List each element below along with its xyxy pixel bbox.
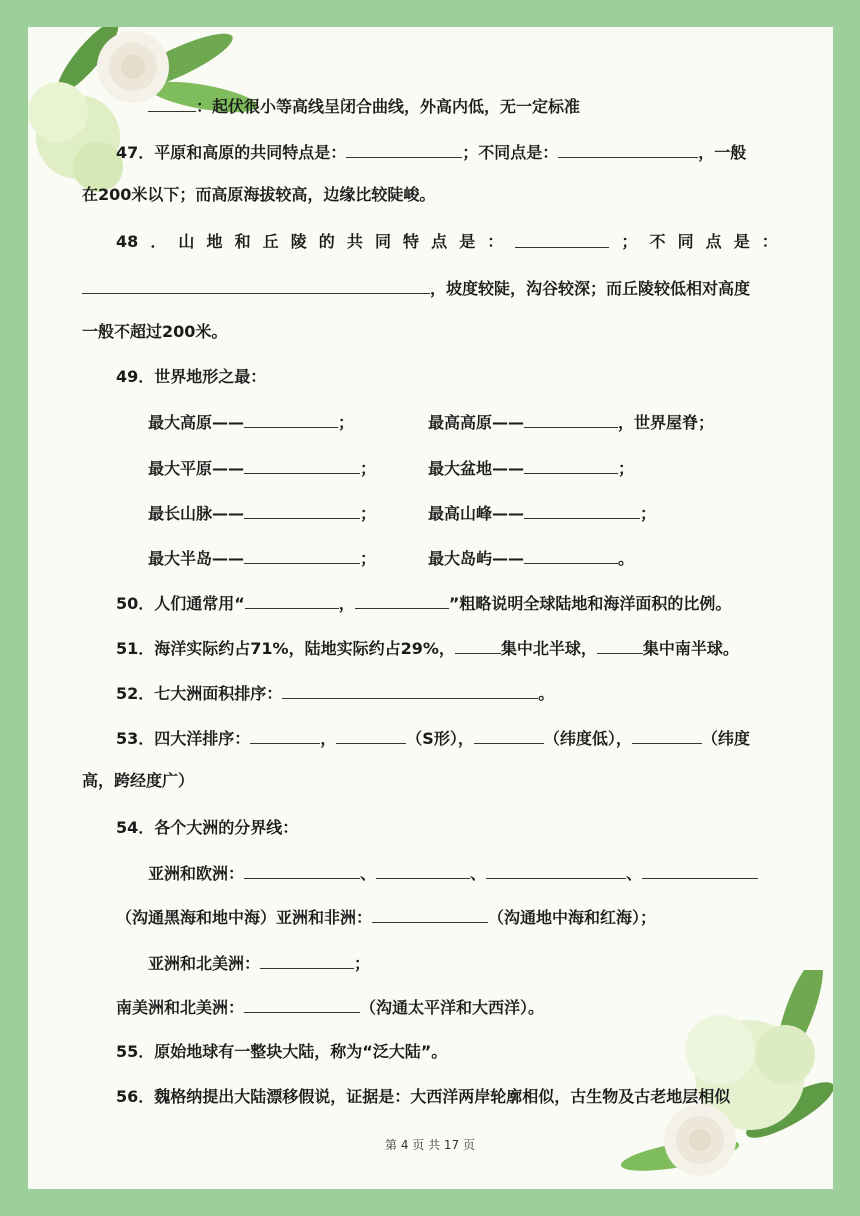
separator: 、	[360, 864, 377, 883]
answer-blank[interactable]	[82, 278, 430, 294]
answer-blank[interactable]	[250, 728, 320, 744]
item-54-americas	[116, 997, 544, 1018]
record-end: ；	[640, 504, 657, 523]
answer-blank[interactable]	[244, 997, 360, 1013]
record-row-1-right	[428, 412, 714, 433]
answer-blank[interactable]	[515, 232, 609, 248]
item-53-text: 53．四大洋排序：	[116, 729, 251, 748]
answer-blank[interactable]	[355, 593, 449, 609]
flower-decoration-top-left	[28, 27, 258, 207]
item-54-text: ；	[354, 954, 371, 973]
answer-blank[interactable]	[372, 907, 488, 923]
record-row-3-left	[148, 503, 376, 524]
item-54-text: 54．各个大洲的分界线：	[116, 818, 299, 837]
answer-blank[interactable]	[148, 96, 196, 112]
record-row-2-right	[428, 458, 634, 479]
answer-blank[interactable]	[376, 863, 470, 879]
item-46-text: ：起伏很小等高线呈闭合曲线，外高内低，无一定标准	[196, 97, 581, 116]
item-51-text: 集中北半球，	[500, 639, 597, 658]
answer-blank[interactable]	[524, 548, 618, 564]
answer-blank[interactable]	[597, 638, 643, 654]
item-48-char: 地	[206, 232, 223, 251]
item-48-char: 是	[733, 232, 750, 251]
item-48-text: ，坡度较陡，沟谷较深；而丘陵较低相对高度	[430, 279, 751, 298]
answer-blank[interactable]	[244, 458, 360, 474]
item-53-text: （S形），	[406, 729, 474, 748]
answer-blank[interactable]	[558, 142, 698, 158]
item-48-char: 山	[178, 232, 195, 251]
record-label: 最大高原——	[148, 413, 245, 432]
item-48-char: ：	[761, 232, 778, 251]
record-row-2-left	[148, 458, 376, 479]
answer-blank[interactable]	[244, 503, 360, 519]
item-48-char: 共	[346, 232, 363, 251]
item-47-cont	[82, 185, 435, 205]
item-48-text: 一般不超过200米。	[82, 322, 228, 341]
item-48-char: 和	[234, 232, 251, 251]
item-51-text: 集中南半球。	[642, 639, 739, 658]
item-52-text: 52．七大洲面积排序：	[116, 684, 283, 703]
item-54-text: （沟通黑海和地中海）亚洲和非洲：	[116, 908, 373, 927]
flower-decoration-bottom-right	[600, 970, 833, 1189]
item-48-char: 不	[649, 232, 666, 251]
item-48-char: 同	[374, 232, 391, 251]
answer-blank[interactable]	[524, 412, 618, 428]
answer-blank[interactable]	[474, 728, 544, 744]
item-54-text: 南美洲和北美洲：	[116, 998, 245, 1017]
item-50-text: ”粗略说明全球陆地和海洋面积的比例。	[448, 594, 732, 613]
item-54-asia-africa	[116, 907, 656, 928]
record-end: ；	[360, 459, 377, 478]
item-56-text: 56．魏格纳提出大陆漂移假说，证据是：大西洋两岸轮廓相似，古生物及古老地层相似	[116, 1087, 731, 1106]
item-50-text: ，	[338, 594, 355, 613]
record-end: ；	[338, 413, 355, 432]
record-label: 最长山脉——	[148, 504, 245, 523]
item-54-text: （沟通太平洋和大西洋）。	[360, 998, 545, 1017]
record-label: 最大盆地——	[428, 459, 525, 478]
item-53-cont	[82, 771, 194, 791]
answer-blank[interactable]	[245, 593, 339, 609]
answer-blank[interactable]	[244, 863, 360, 879]
record-label: 最大半岛——	[148, 549, 245, 568]
item-55-text: 55．原始地球有一整块大陆，称为“泛大陆”。	[116, 1042, 448, 1061]
item-48-char: ：	[487, 232, 504, 251]
answer-blank[interactable]	[632, 728, 702, 744]
record-row-4-left	[148, 548, 376, 569]
item-48-cont2	[82, 322, 227, 342]
item-54-text: 亚洲和欧洲：	[148, 864, 245, 883]
item-49	[116, 367, 266, 387]
record-label: 最高山峰——	[428, 504, 525, 523]
answer-blank[interactable]	[642, 863, 758, 879]
item-50	[116, 593, 731, 614]
record-row-1-left	[148, 412, 354, 433]
record-end: ；	[618, 459, 635, 478]
item-48-char: 陵	[290, 232, 307, 251]
item-47-text: ，一般	[698, 143, 747, 162]
item-46-tail	[148, 96, 580, 117]
item-54-asia-namerica	[148, 953, 370, 974]
answer-blank[interactable]	[282, 683, 538, 699]
item-48-char: 的	[318, 232, 335, 251]
item-52	[116, 683, 554, 704]
item-54-text: 亚洲和北美洲：	[148, 954, 261, 973]
item-48	[116, 232, 778, 252]
item-47-text: 47．平原和高原的共同特点是：	[116, 143, 347, 162]
item-54-text: （沟通地中海和红海）；	[488, 908, 657, 927]
item-55	[116, 1042, 447, 1062]
item-51-text: 51．海洋实际约占71%，陆地实际约占29%，	[116, 639, 455, 658]
item-48-char: 点	[431, 232, 448, 251]
answer-blank[interactable]	[244, 412, 338, 428]
item-53	[116, 728, 750, 749]
answer-blank[interactable]	[486, 863, 626, 879]
record-end: 。	[618, 549, 635, 568]
separator: 、	[470, 864, 487, 883]
item-48-char: 同	[677, 232, 694, 251]
item-50-text: 50．人们通常用“	[116, 594, 245, 613]
item-53-text: （纬度低），	[543, 729, 632, 748]
record-end: ；	[360, 549, 377, 568]
record-label: 最大岛屿——	[428, 549, 525, 568]
record-label: 最大平原——	[148, 459, 245, 478]
answer-blank[interactable]	[455, 638, 501, 654]
item-48-char: 丘	[262, 232, 279, 251]
item-52-text: 。	[538, 684, 555, 703]
item-48-cont	[82, 278, 750, 299]
record-end: ，世界屋脊；	[618, 413, 715, 432]
item-53-text: 高，跨经度广）	[82, 771, 195, 790]
item-54	[116, 818, 298, 838]
item-54-asia-europe	[148, 863, 758, 884]
item-56	[116, 1087, 730, 1107]
record-label: 最高高原——	[428, 413, 525, 432]
item-48-char: 是	[459, 232, 476, 251]
record-row-3-right	[428, 503, 656, 524]
item-53-text: ，	[320, 729, 337, 748]
answer-blank[interactable]	[346, 142, 462, 158]
item-53-text: （纬度	[701, 729, 750, 748]
record-end: ；	[360, 504, 377, 523]
separator: 、	[626, 864, 643, 883]
record-row-4-right	[428, 548, 634, 569]
answer-blank[interactable]	[260, 953, 354, 969]
page-footer: 第 4 页 共 17 页	[385, 1138, 475, 1152]
item-48-char: 特	[403, 232, 420, 251]
item-47-text: ；不同点是：	[462, 143, 559, 162]
answer-blank[interactable]	[336, 728, 406, 744]
answer-blank[interactable]	[524, 503, 640, 519]
item-49-text: 49．世界地形之最：	[116, 367, 267, 386]
item-47-text: 在200米以下；而高原海拔较高，边缘比较陡峻。	[82, 185, 436, 204]
answer-blank[interactable]	[244, 548, 360, 564]
item-47	[116, 142, 746, 163]
answer-blank[interactable]	[524, 458, 618, 474]
item-48-char: ；	[621, 232, 638, 251]
item-48-char: 48	[116, 232, 139, 251]
item-48-char: ．	[150, 232, 167, 251]
item-51	[116, 638, 739, 659]
item-48-char: 点	[705, 232, 722, 251]
